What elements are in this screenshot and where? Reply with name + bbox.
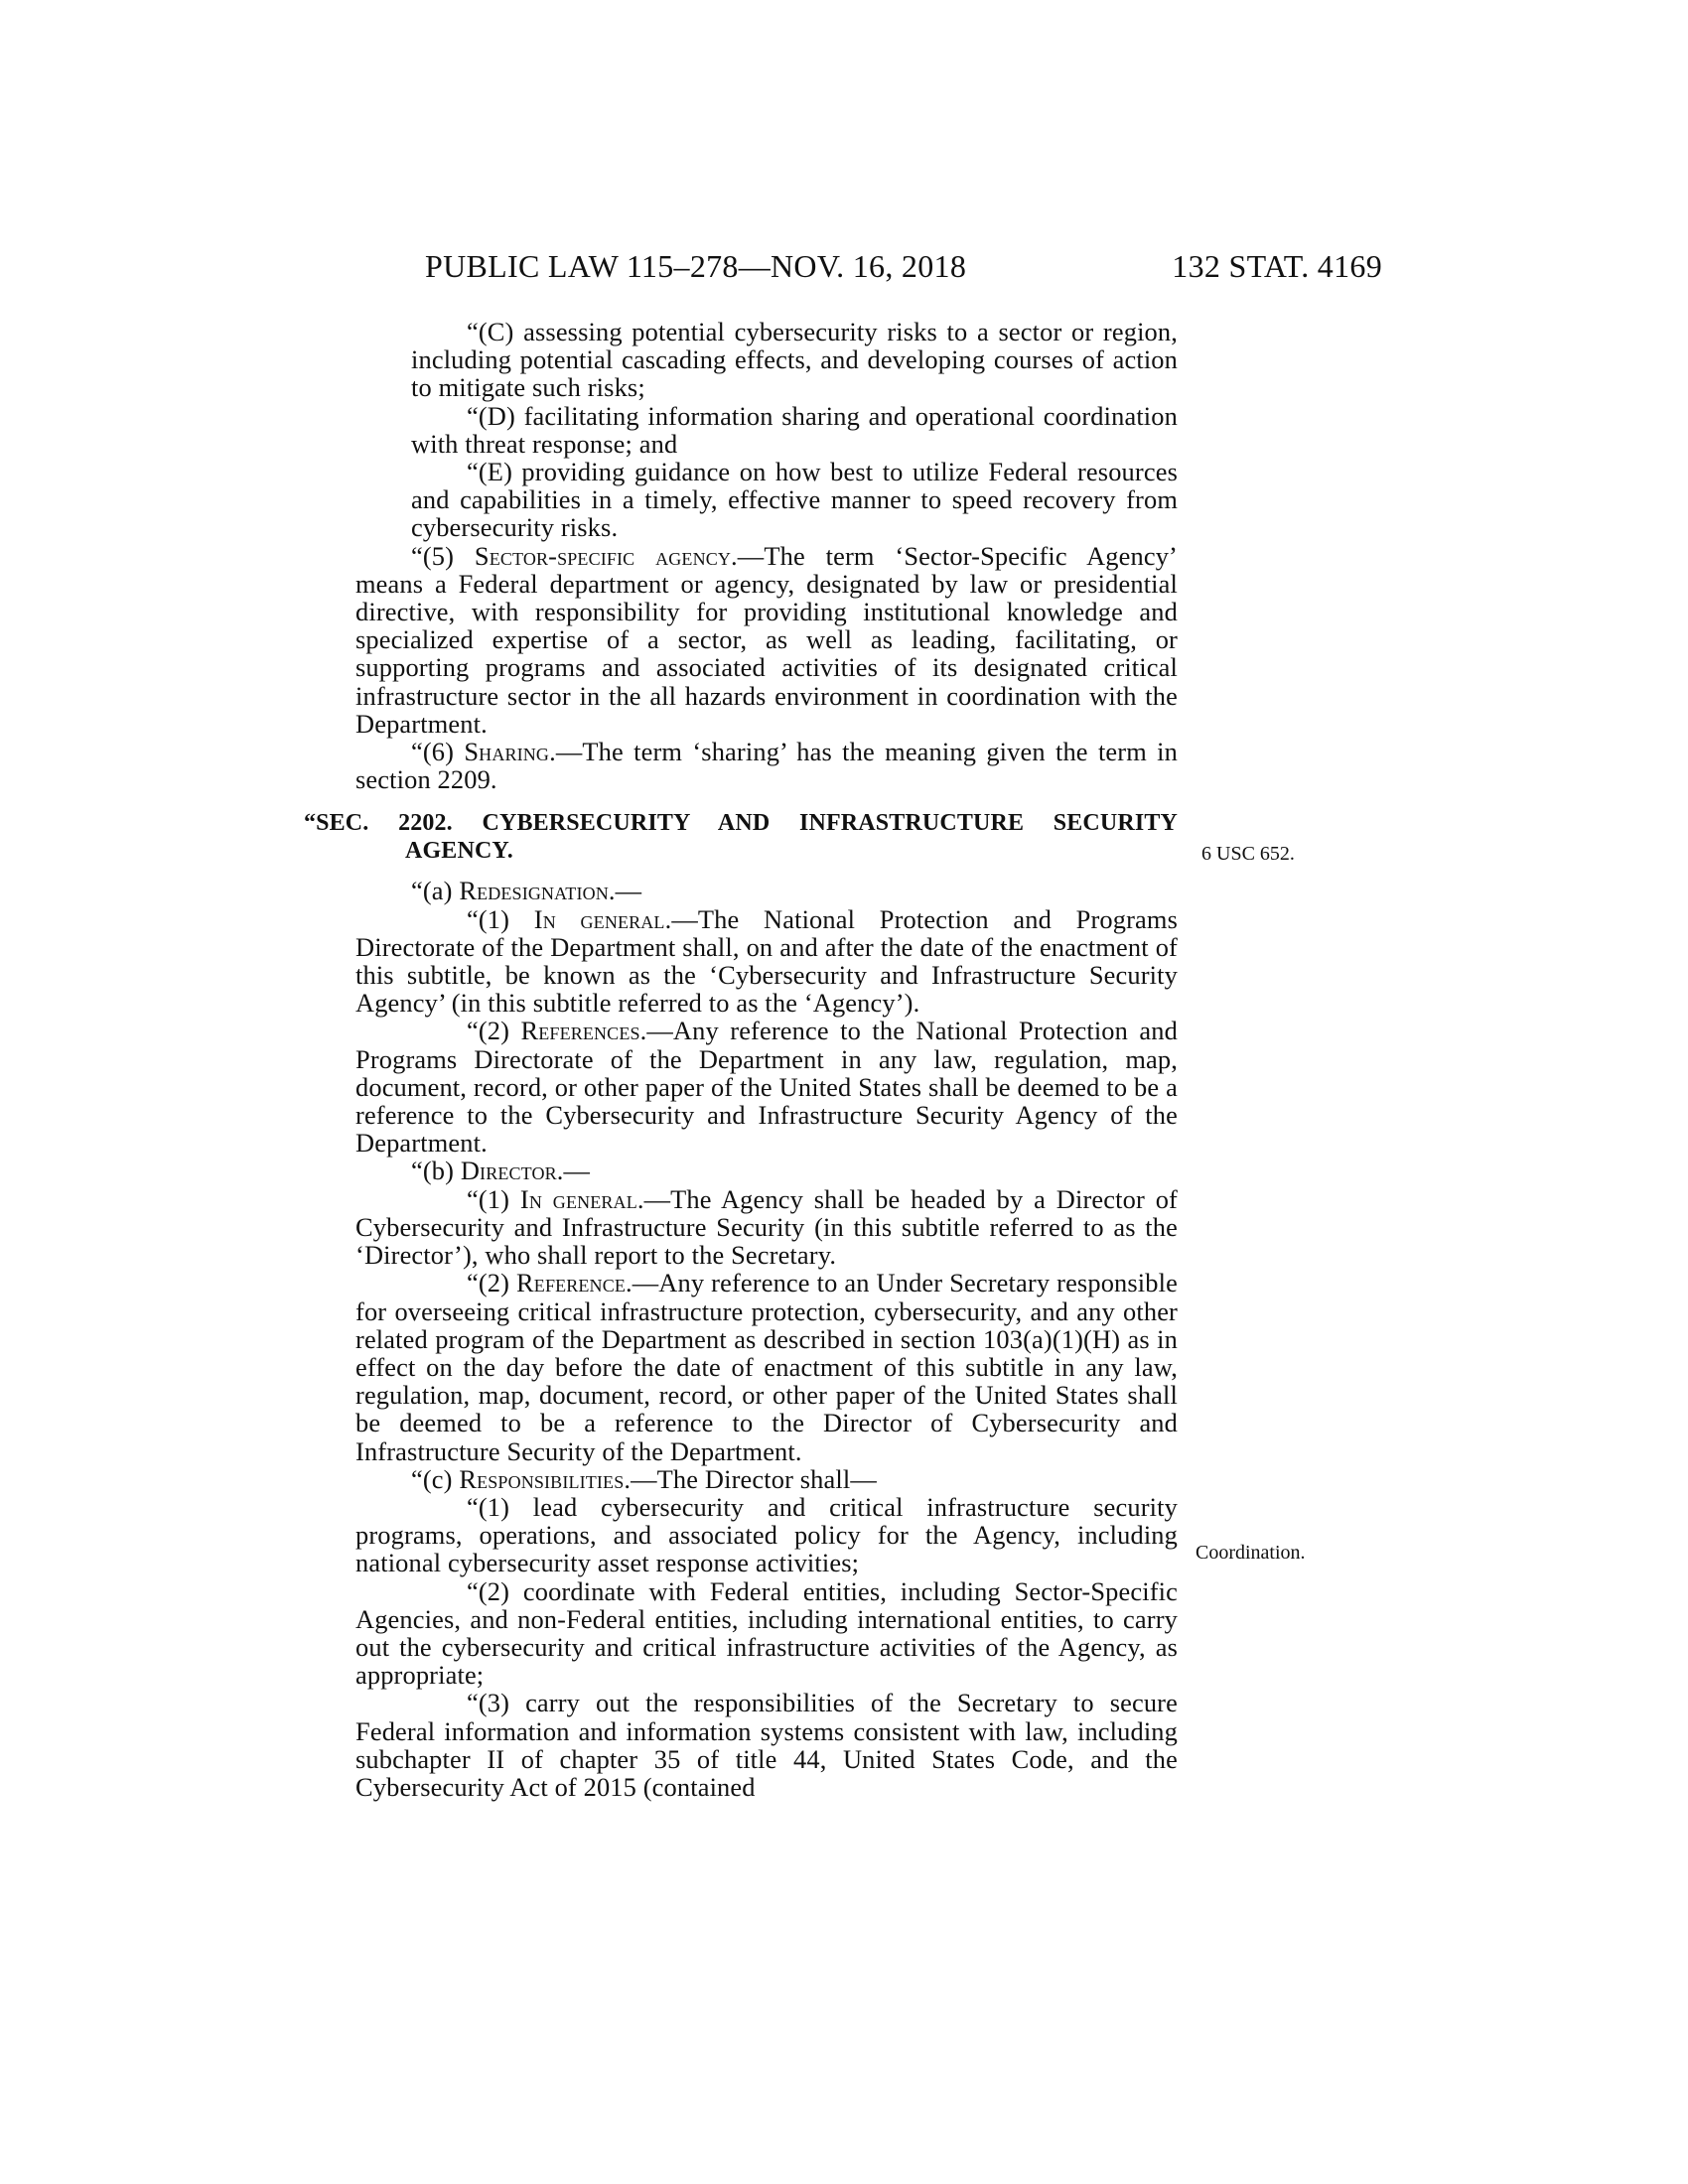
paragraph-e-providing: “(E) providing guidance on how best to utilize Federal resources and capabilities in a timely, effective manner to speed recovery from cybersecurity risks. [411,457,1178,543]
term-sector-specific-agency: Sector-specific agency [474,540,732,571]
subsection-a-redesignation: “(a) Redesignation.— [411,876,642,906]
paragraph-d-facilitating: “(D) facilitating information sharing and operational coordination with threat response; and [411,400,1178,459]
paragraph-c2-coordinate: “(2) coordinate with Federal entities, including Sector-Specific Agencies, and non-Federal entities, including international entities, to carry out the cybersecurity and critical infrastructure activities of the Agency, as appropriate; [355,1575,1178,1691]
term-sharing: Sharing [464,737,550,767]
paragraph-c3-carry-out: “(3) carry out the responsibilities of the Secretary to secure Federal information and information systems consistent with law, including subchapter II of chapter 35 of title 44, United States Code, and the Cybersecurity Act of 2015 (contained [355,1688,1178,1802]
paragraph-a1-in-general: “(1) In general.—The National Protection and Programs Directorate of the Department shall, on and after the date of the enactment of this subtitle, be known as the ‘Cybersecurity and Infrastructure Security Agency’ (in this subtitle referred to as the ‘Agency’). [355,903,1179,1019]
section-heading-line2: AGENCY. [405,838,513,865]
subsection-c-responsibilities: “(c) Responsibilities.—The Director shall— [411,1463,877,1494]
margin-note-usc: 6 USC 652. [1201,843,1295,865]
term-reference: Reference [516,1268,627,1298]
statute-citation: 132 STAT. 4169 [1172,248,1382,284]
paragraph-a2-references: “(2) References.—Any reference to the National Protection and Programs Directorate of the Department in any law, regulation, map, document, record, or other paper of the United States shall be deemed to be a reference to the Cybersecurity and Infrastructure Security Agency of the Department. [355,1016,1178,1159]
paragraph-c1-lead: “(1) lead cybersecurity and critical infrastructure security programs, operations, and associated policy for the Agency, including national cybersecurity asset response activities; [355,1491,1178,1578]
term-redesignation: Redesignation [459,876,609,906]
public-law-title: PUBLIC LAW 115–278—NOV. 16, 2018 [425,248,967,284]
paragraph-b2-reference: “(2) Reference.—Any reference to an Under Secretary responsible for overseeing critical infrastructure protection, cybersecurity, and any other related program of the Department as described in section 103(a)(1)(H) as in effect on the day before the date of enactment of this subtitle in any law, regulation, map, document, record, or other paper of the United States shall be deemed to be a reference to the Director of Cybersecurity and Infrastructure Security of the Department. [355,1268,1178,1466]
term-in-general-a: In general [533,903,665,934]
paragraph-b1-in-general: “(1) In general.—The Agency shall be headed by a Director of Cybersecurity and Infrastructure Security (in this subtitle referred to as the ‘Director’), who shall report to the Secretary. [355,1183,1178,1271]
section-2202-heading [304,809,1178,865]
section-heading-line1: “SEC. 2202. CYBERSECURITY AND INFRASTRUCTURE SECURITY [304,810,1178,837]
paragraph-c-assessing: “(C) assessing potential cybersecurity risks to a sector or region, including potential cascading effects, and developing courses of action to mitigate such risks; [411,317,1178,403]
subsection-b-director: “(b) Director.— [411,1156,591,1186]
paragraph-5-sector-specific-agency: “(5) Sector-specific agency.—The term ‘Sector-Specific Agency’ means a Federal department or agency, designated by law or presidential directive, with responsibility for providing institutional knowledge and specialized expertise of a sector, as well as leading, facilitating, or supporting programs and associated activities of its designated critical infrastructure sector in the all hazards environment in coordination with the Department. [355,540,1178,739]
term-in-general-b: In general [519,1183,637,1214]
running-head [425,246,1382,286]
paragraph-6-sharing: “(6) Sharing.—The term ‘sharing’ has the meaning given the term in section 2209. [355,737,1178,795]
term-director: Director [460,1156,557,1186]
statute-body [304,317,1179,1802]
term-references: References [520,1016,640,1046]
margin-note-coordination: Coordination. [1196,1542,1306,1564]
term-responsibilities: Responsibilities [459,1463,625,1494]
